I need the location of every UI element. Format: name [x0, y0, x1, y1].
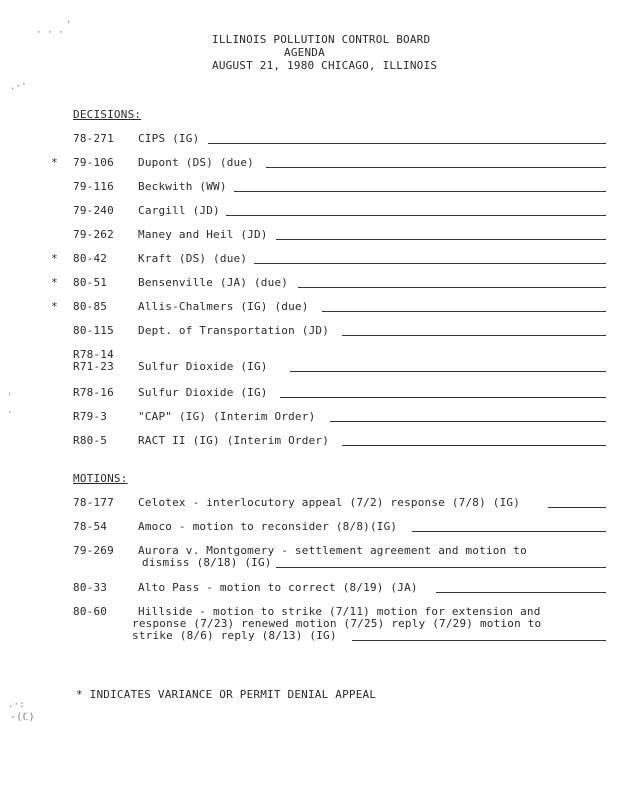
docket-number: R79-3 — [73, 410, 108, 423]
case-description: CIPS (IG) — [138, 132, 200, 145]
fill-line — [322, 311, 606, 312]
docket-number: 80-51 — [73, 276, 108, 289]
scan-speck: .·' — [10, 82, 27, 92]
scan-speck: ' — [7, 392, 13, 402]
fill-line — [352, 640, 606, 641]
case-description: Kraft (DS) (due) — [138, 252, 248, 265]
decision-row — [0, 228, 618, 244]
fill-line — [298, 287, 606, 288]
fill-line — [276, 239, 606, 240]
fill-line — [226, 215, 606, 216]
decision-row — [0, 386, 618, 402]
meeting-date-location: AUGUST 21, 1980 CHICAGO, ILLINOIS — [212, 59, 438, 72]
motion-description-line: strike (8/6) reply (8/13) (IG) — [132, 629, 337, 642]
case-description: Beckwith (WW) — [138, 180, 227, 193]
docket-number: 78-177 — [73, 496, 114, 509]
decision-row — [0, 132, 618, 148]
docket-number: 80-42 — [73, 252, 108, 265]
decision-row — [0, 410, 618, 426]
fill-line — [280, 397, 606, 398]
scan-speck: · · · — [36, 28, 65, 38]
docket-number: 80-33 — [73, 581, 108, 594]
decision-row — [0, 204, 618, 220]
decision-row — [0, 348, 618, 376]
footnote: * INDICATES VARIANCE OR PERMIT DENIAL APPEAL — [76, 688, 377, 701]
variance-marker: * — [51, 276, 58, 289]
fill-line — [412, 531, 606, 532]
case-description: Bensenville (JA) (due) — [138, 276, 289, 289]
motion-description: Amoco - motion to reconsider (8/8)(IG) — [138, 520, 398, 533]
case-description: Sulfur Dioxide (IG) — [138, 386, 268, 399]
motions-title: MOTIONS: — [73, 472, 128, 485]
motion-row — [0, 544, 618, 572]
docket-number: R80-5 — [73, 434, 108, 447]
docket-number: 79-262 — [73, 228, 114, 241]
docket-number: R78-16 — [73, 386, 114, 399]
case-description: "CAP" (IG) (Interim Order) — [138, 410, 316, 423]
docket-number: 78-54 — [73, 520, 108, 533]
docket-number: 80-85 — [73, 300, 108, 313]
docket-number: 80-115 — [73, 324, 114, 337]
motion-row — [0, 496, 618, 512]
motion-row — [0, 605, 618, 647]
fill-line — [276, 567, 606, 568]
docket-number: 78-271 — [73, 132, 114, 145]
fill-line — [208, 143, 606, 144]
motion-description-line: Aurora v. Montgomery - settlement agreement and motion to — [138, 544, 527, 557]
case-description: Dept. of Transportation (JD) — [138, 324, 330, 337]
fill-line — [436, 592, 606, 593]
variance-marker: * — [51, 300, 58, 313]
fill-line — [234, 191, 606, 192]
fill-line — [342, 445, 606, 446]
variance-marker: * — [51, 252, 58, 265]
fill-line — [266, 167, 606, 168]
case-description: Allis-Chalmers (IG) (due) — [138, 300, 309, 313]
agenda-label: AGENDA — [284, 46, 325, 59]
variance-marker: * — [51, 156, 58, 169]
case-description: Maney and Heil (JD) — [138, 228, 268, 241]
decision-row — [0, 156, 618, 172]
board-name: ILLINOIS POLLUTION CONTROL BOARD — [212, 33, 431, 46]
motion-description-line: dismiss (8/18) (IG) — [142, 556, 272, 569]
motion-description: Alto Pass - motion to correct (8/19) (JA) — [138, 581, 418, 594]
scan-speck: · — [7, 408, 13, 418]
fill-line — [290, 371, 606, 372]
docket-number: 79-269 — [73, 544, 114, 557]
scan-speck: ·(ℂ) — [10, 712, 35, 723]
fill-line — [548, 507, 606, 508]
case-description: Sulfur Dioxide (IG) — [138, 360, 268, 373]
scan-speck: .·: — [8, 700, 25, 710]
fill-line — [342, 335, 606, 336]
motion-description: Celotex - interlocutory appeal (7/2) response (7/8) (IG) — [138, 496, 521, 509]
decisions-title: DECISIONS: — [73, 108, 142, 121]
motion-description-line: response (7/23) renewed motion (7/25) reply (7/29) motion to — [132, 617, 542, 630]
docket-number-secondary: R71-23 — [73, 360, 114, 373]
decision-row — [0, 434, 618, 450]
docket-number: R78-14 — [73, 348, 114, 361]
docket-number: 79-240 — [73, 204, 114, 217]
case-description: RACT II (IG) (Interim Order) — [138, 434, 330, 447]
decision-row — [0, 276, 618, 292]
docket-number: 80-60 — [73, 605, 108, 618]
case-description: Dupont (DS) (due) — [138, 156, 254, 169]
motion-row — [0, 581, 618, 597]
scan-speck: ' — [66, 20, 72, 30]
case-description: Cargill (JD) — [138, 204, 220, 217]
docket-number: 79-106 — [73, 156, 114, 169]
fill-line — [330, 421, 606, 422]
decision-row — [0, 252, 618, 268]
fill-line — [254, 263, 606, 264]
decision-row — [0, 300, 618, 316]
motion-row — [0, 520, 618, 536]
decision-row — [0, 324, 618, 340]
motion-description-line: Hillside - motion to strike (7/11) motion for extension and — [138, 605, 541, 618]
decision-row — [0, 180, 618, 196]
docket-number: 79-116 — [73, 180, 114, 193]
